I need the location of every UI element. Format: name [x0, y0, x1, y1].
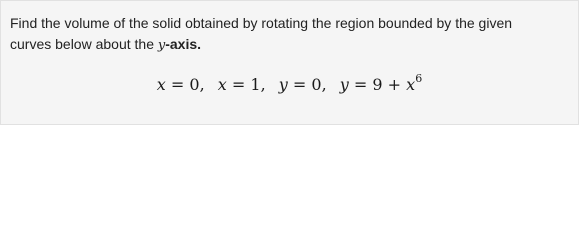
axis-variable: y — [157, 38, 166, 53]
question-text — [10, 13, 570, 56]
equation-list — [1, 72, 578, 94]
question-line-1: Find the volume of the solid obtained by rotating the region bounded by the given — [10, 15, 513, 31]
equation-2: x = 1, — [217, 75, 266, 94]
equation-4: $y = 9 + x^6$ — [339, 72, 423, 94]
question-line-2-prefix: curves below about the — [10, 36, 158, 52]
equation-1: x = 0, — [156, 75, 205, 94]
equation-3: y = 0, — [278, 75, 327, 94]
axis-suffix: -axis. — [165, 36, 202, 52]
